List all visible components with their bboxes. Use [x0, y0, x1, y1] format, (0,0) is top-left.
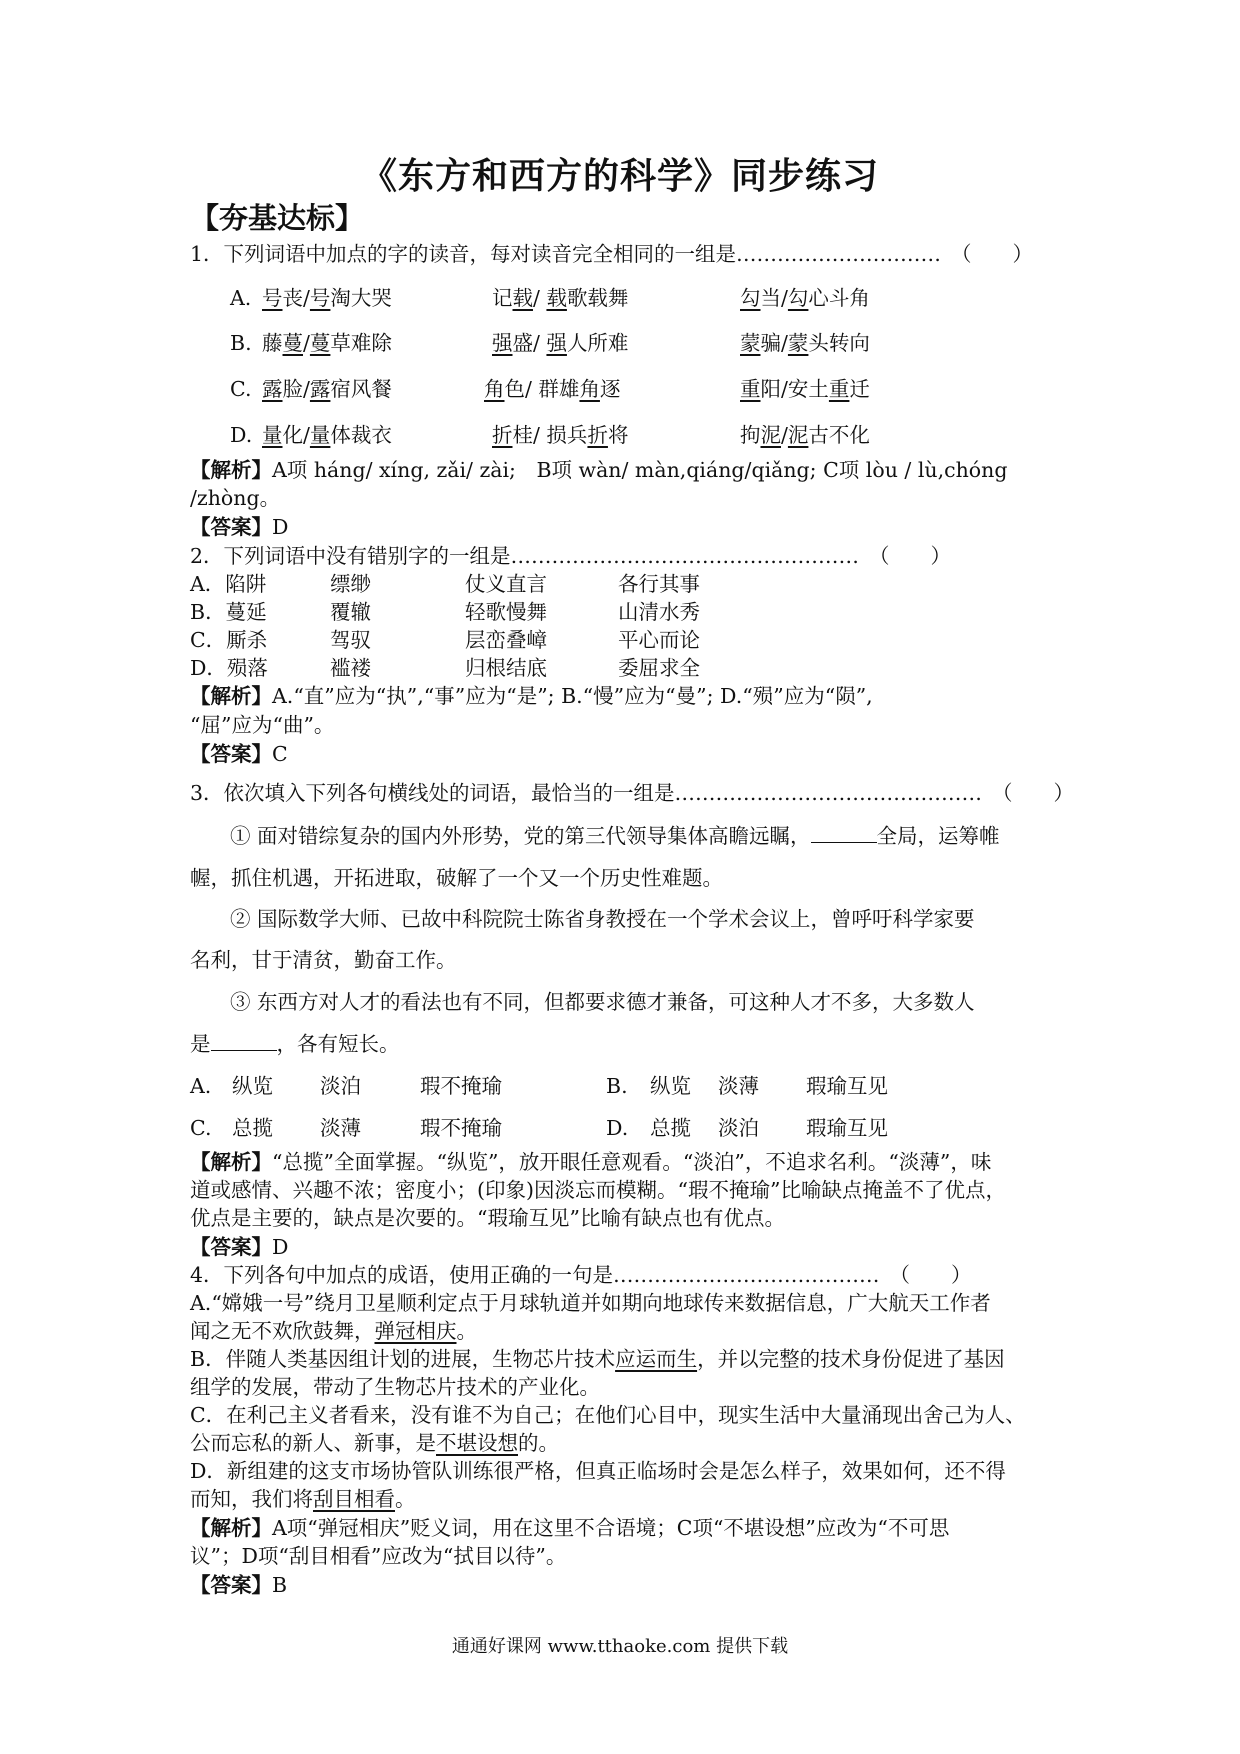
q2-option-cell: 缥缈	[330, 572, 371, 596]
q3-option-cell: 淡泊	[320, 1074, 361, 1098]
q2-option-cell: A．陷阱	[190, 572, 267, 596]
q1-option-cell: 重阳/安土重迁	[740, 377, 870, 401]
q2-option-cell: 覆辙	[330, 600, 371, 624]
q3-option-cell: 瑕不掩瑜	[420, 1074, 502, 1098]
q2-analysis-cont: “屈”应为“曲”。	[190, 713, 335, 737]
q3-option-cell: 淡泊	[718, 1116, 759, 1140]
q4-answer: 【答案】B	[190, 1573, 288, 1597]
q2-option-cell: 褴褛	[330, 656, 371, 680]
q3-option-cell: 总揽	[232, 1116, 273, 1140]
q1-stem: 1．下列词语中加点的字的读音，每对读音完全相同的一组是………………………… （ ）	[190, 242, 1034, 266]
q3-sentence-3-cont: 是 ，各有短长。	[190, 1032, 400, 1056]
q2-option-cell: 仗义直言	[465, 572, 547, 596]
q4-analysis: 【解析】A项“弹冠相庆”贬义词，用在这里不合语境；C项“不堪设想”应改为“不可思	[190, 1516, 950, 1540]
q3-option-cell: 瑕瑜互见	[806, 1074, 888, 1098]
q1-analysis-cont: /zhòng。	[190, 486, 281, 510]
q3-option-cell: 纵览	[650, 1074, 691, 1098]
section-heading: 【夯基达标】	[190, 201, 365, 235]
q1-option-cell: 勾当/勾心斗角	[740, 286, 870, 310]
q1-option-cell: 记载/ 载歌载舞	[492, 286, 629, 310]
page-title: 《东方和西方的科学》同步练习	[360, 156, 879, 197]
q3-option-cell: 淡薄	[718, 1074, 759, 1098]
q1-option-cell: 量化/量体裁衣	[262, 423, 392, 447]
q1-option-label: C.	[230, 377, 252, 401]
q1-option-cell: 角色/ 群雄角逐	[484, 377, 621, 401]
q3-option-label: B.	[606, 1074, 628, 1098]
q1-analysis: 【解析】A项 háng/ xíng, zǎi/ zài; B项 wàn/ màn,qiáng/qiǎng; C项 lòu / lù,chóng	[190, 458, 1008, 482]
q3-answer: 【答案】D	[190, 1235, 289, 1259]
fill-blank[interactable]	[211, 1032, 277, 1051]
q3-stem: 3．依次填入下列各句横线处的词语，最恰当的一组是……………………………………… （ ）	[190, 781, 1075, 805]
q3-analysis: 【解析】“总揽”全面掌握。“纵览”，放开眼任意观看。“淡泊”，不追求名利。“淡薄”，味	[190, 1150, 992, 1174]
q2-option-cell: 轻歌慢舞	[465, 600, 547, 624]
q1-option-cell: 藤蔓/蔓草难除	[262, 331, 392, 355]
q4-option-b-cont: 组学的发展，带动了生物芯片技术的产业化。	[190, 1375, 600, 1399]
q4-option-c: C．在利己主义者看来，没有谁不为自己；在他们心目中，现实生活中大量涌现出舍己为人、	[190, 1403, 1026, 1427]
q1-option-cell: 露脸/露宿风餐	[262, 377, 392, 401]
q2-stem: 2．下列词语中没有错别字的一组是…………………………………………… （ ）	[190, 544, 952, 568]
fill-blank[interactable]	[811, 824, 877, 843]
q2-option-cell: 委屈求全	[618, 656, 700, 680]
q2-option-cell: 归根结底	[465, 656, 547, 680]
q1-option-cell: 折桂/ 损兵折将	[492, 423, 629, 447]
q1-option-label: B.	[230, 331, 252, 355]
q3-option-label: D.	[606, 1116, 629, 1140]
q4-option-d: D．新组建的这支市场协管队训练很严格，但真正临场时会是怎么样子，效果如何，还不得	[190, 1459, 1006, 1483]
q1-option-cell: 强盛/ 强人所难	[492, 331, 629, 355]
q4-stem: 4．下列各句中加点的成语，使用正确的一句是………………………………… （ ）	[190, 1263, 972, 1287]
q1-option-cell: 蒙骗/蒙头转向	[740, 331, 870, 355]
q1-option-cell: 号丧/号淘大哭	[262, 286, 392, 310]
q3-sentence-2: ② 国际数学大师、已故中科院院士陈省身教授在一个学术会议上，曾呼吁科学家要	[230, 907, 975, 931]
q2-analysis: 【解析】A.“直”应为“执”,“事”应为“是”; B.“慢”应为“曼”; D.“殒”应为“陨”,	[190, 684, 873, 708]
q2-option-cell: C．厮杀	[190, 628, 268, 652]
q1-option-label: D.	[230, 423, 253, 447]
q3-sentence-1: ① 面对错综复杂的国内外形势，党的第三代领导集体高瞻远瞩， 全局，运筹帷	[230, 824, 1000, 848]
q3-sentence-3: ③ 东西方对人才的看法也有不同，但都要求德才兼备，可这种人才不多，大多数人	[230, 990, 975, 1014]
q3-option-cell: 纵览	[232, 1074, 273, 1098]
q2-option-cell: 山清水秀	[618, 600, 700, 624]
q3-sentence-1-cont: 幄，抓住机遇，开拓进取，破解了一个又一个历史性难题。	[190, 866, 723, 890]
q4-option-a-cont: 闻之无不欢欣鼓舞，弹冠相庆。	[190, 1319, 477, 1343]
q1-option-cell: 拘泥/泥古不化	[740, 423, 870, 447]
q4-option-a: A.“嫦娥一号”绕月卫星顺利定点于月球轨道并如期向地球传来数据信息，广大航天工作者	[190, 1291, 991, 1315]
q1-option-label: A.	[230, 286, 252, 310]
page-footer: 通通好课网 www.tthaoke.com 提供下载	[451, 1636, 789, 1657]
q3-analysis-cont: 道或感情、兴趣不浓；密度小；(印象)因淡忘而模糊。“瑕不掩瑜”比喻缺点掩盖不了优点，	[190, 1178, 1006, 1202]
q3-option-label: A.	[190, 1074, 212, 1098]
q4-option-d-cont: 而知，我们将刮目相看。	[190, 1487, 416, 1511]
q2-option-cell: B．蔓延	[190, 600, 267, 624]
q3-option-cell: 瑕不掩瑜	[420, 1116, 502, 1140]
q2-option-cell: 层峦叠嶂	[465, 628, 547, 652]
q4-analysis-cont: 议”；D项“刮目相看”应改为“拭目以待”。	[190, 1544, 567, 1568]
q2-option-cell: D．殒落	[190, 656, 268, 680]
q2-option-cell: 驾驭	[330, 628, 371, 652]
q4-option-b: B．伴随人类基因组计划的进展，生物芯片技术应运而生，并以完整的技术身份促进了基因	[190, 1347, 1005, 1371]
q4-option-c-cont: 公而忘私的新人、新事，是不堪设想的。	[190, 1431, 559, 1455]
q2-option-cell: 各行其事	[618, 572, 700, 596]
q3-option-cell: 瑕瑜互见	[806, 1116, 888, 1140]
q2-option-cell: 平心而论	[618, 628, 700, 652]
q3-option-cell: 淡薄	[320, 1116, 361, 1140]
q3-option-label: C.	[190, 1116, 212, 1140]
q3-sentence-2-cont: 名利，甘于清贫，勤奋工作。	[190, 948, 457, 972]
q1-answer: 【答案】D	[190, 515, 289, 539]
q3-option-cell: 总揽	[650, 1116, 691, 1140]
q2-answer: 【答案】C	[190, 742, 288, 766]
q3-analysis-cont: 优点是主要的，缺点是次要的。“瑕瑜互见”比喻有缺点也有优点。	[190, 1206, 785, 1230]
